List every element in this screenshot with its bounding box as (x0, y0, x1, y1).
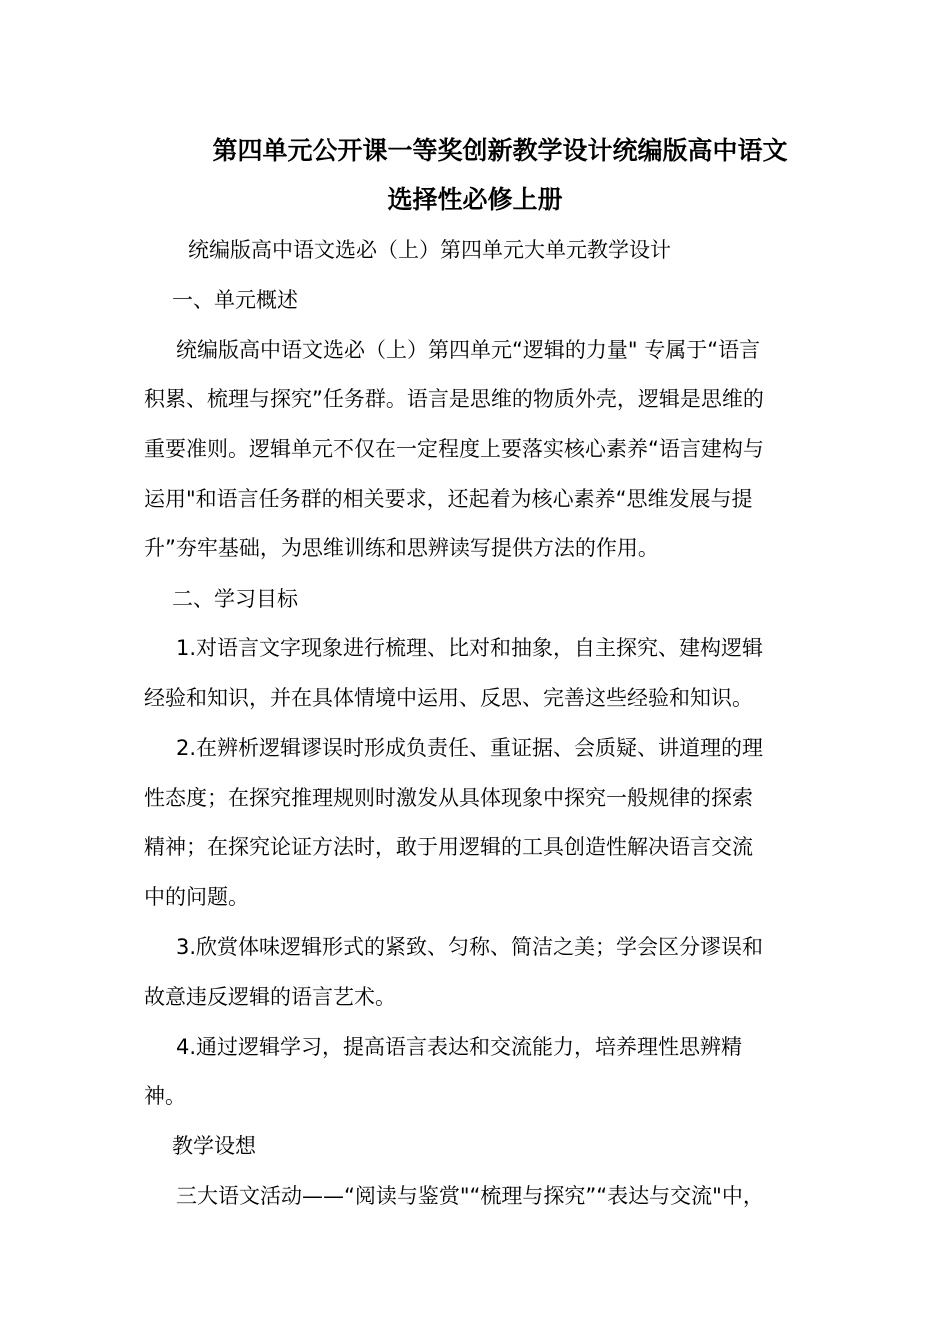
paragraph-line: 故意违反逻辑的语言艺术。 (144, 985, 396, 1009)
paragraph-line: 性态度；在探究推理规则时激发从具体现象中探究一般规律的探索 (144, 786, 753, 810)
section-heading-teaching-idea: 教学设想 (172, 1134, 256, 1158)
paragraph-line: 升”夯牢基础，为思维训练和思辨读写提供方法的作用。 (144, 536, 659, 560)
document-subtitle: 统编版高中语文选必（上）第四单元大单元教学设计 (188, 238, 671, 262)
paragraph-line: 积累、梳理与探究”任务群。语言是思维的物质外壳，逻辑是思维的 (144, 387, 764, 411)
paragraph-line: 2.在辨析逻辑谬误时形成负责任、重证据、会质疑、讲道理的理 (176, 736, 764, 760)
paragraph-line: 中的问题。 (144, 885, 249, 909)
paragraph-line: 1.对语言文字现象进行梳理、比对和抽象，自主探究、建构逻辑 (176, 636, 764, 660)
paragraph-line: 精神；在探究论证方法时，敢于用逻辑的工具创造性解决语言交流 (144, 835, 753, 859)
paragraph-line: 重要准则。逻辑单元不仅在一定程度上要落实核心素养“语言建构与 (144, 437, 764, 461)
paragraph-line: 4.通过逻辑学习，提高语言表达和交流能力，培养理性思辨精 (176, 1035, 743, 1059)
paragraph-line: 统编版高中语文选必（上）第四单元“逻辑的力量" 专属于“语言 (176, 338, 761, 362)
section-heading-goals: 二、学习目标 (172, 587, 298, 611)
paragraph-line: 3.欣赏体味逻辑形式的紧致、匀称、简洁之美；学会区分谬误和 (176, 935, 764, 959)
paragraph-line: 经验和知识，并在具体情境中运用、反思、完善这些经验和知识。 (144, 686, 753, 710)
paragraph-line: 运用"和语言任务群的相关要求，还起着为核心素养“思维发展与提 (144, 487, 753, 511)
section-heading-overview: 一、单元概述 (172, 288, 298, 312)
paragraph-line: 三大语文活动——“阅读与鉴赏"“梳理与探究”“表达与交流"中， (176, 1184, 764, 1208)
document-title-line-2: 选择性必修上册 (387, 185, 563, 214)
paragraph-line: 神。 (144, 1084, 186, 1108)
document-title-line-1: 第四单元公开课一等奖创新教学设计统编版高中语文 (212, 136, 788, 165)
